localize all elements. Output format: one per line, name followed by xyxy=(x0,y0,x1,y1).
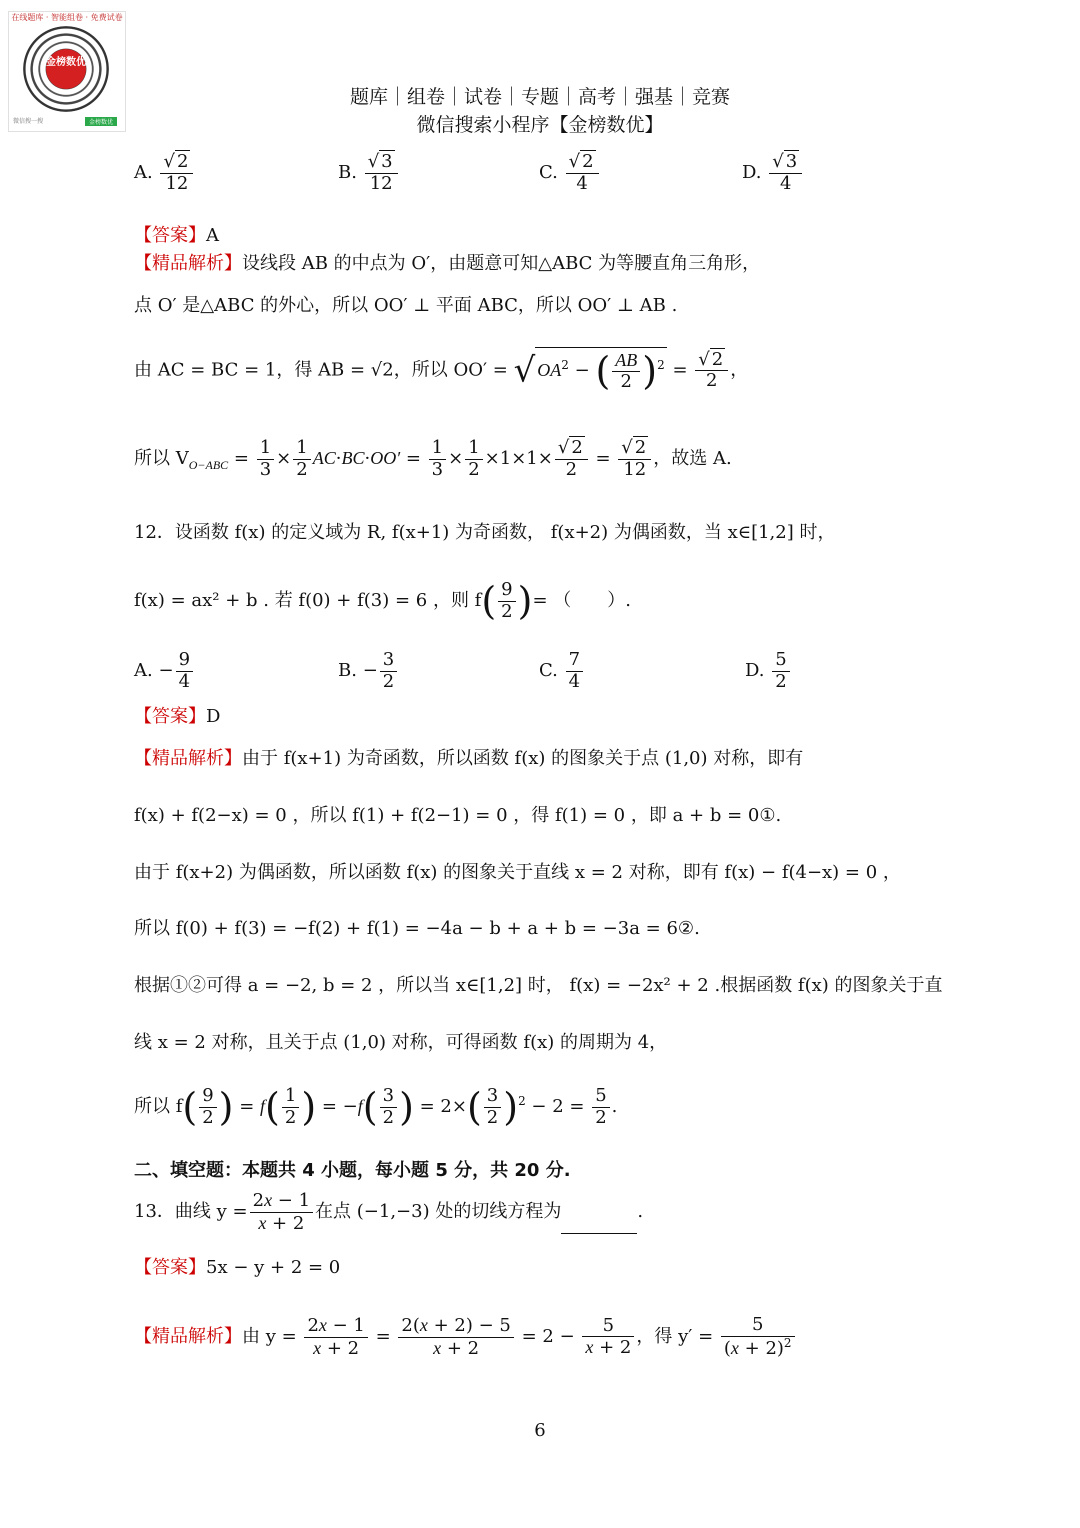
denominator: 2 xyxy=(775,670,787,692)
q12-stem-line2: f(x) = ax² + b . 若 f(0) + f(3) = 6 ，则 f( $\frac{9}{2}$ )= （ ）. xyxy=(134,579,631,624)
q11-option-c xyxy=(539,152,601,194)
fraction xyxy=(566,650,583,692)
logo-bottom-left: 微信搜一搜 xyxy=(13,118,44,125)
answer-value: 5x − y + 2 = 0 xyxy=(206,1257,341,1278)
q12-analysis-line6: 线 x = 2 对称，且关于点 (1,0) 对称，可得函数 f(x) 的周期为 4， xyxy=(134,1032,668,1053)
q12-analysis-line7: 所以 f( $\frac{9}{2}$ ) = f( $\frac{1}{2}$ ) = −f( $\frac{3}{2}$ ) = 2×( $\frac{3}{2}$ )$^2$ − 2 = $\frac{5}{2}$ . xyxy=(134,1085,618,1130)
numerator: 3 xyxy=(381,151,393,172)
analysis-text: 所以 f xyxy=(134,1096,183,1118)
logo-arc-text: 在线题库 · 智能组卷 · 免费试卷 xyxy=(11,13,123,22)
q13-analysis: 【精品解析】由 y = $\frac{2x - 1}{x + 2}$ = $\frac{2(x + 2) - 5}{x + 2}$ = 2 − $\frac{5}{x + 2}$ ，得 y′ = $\frac{5}{(x + 2)^2}$ xyxy=(134,1315,797,1359)
q11-answer xyxy=(134,225,219,247)
numerator: 2 xyxy=(176,151,189,172)
numerator: 7 xyxy=(566,650,583,672)
stem-text: = （ ）. xyxy=(532,590,631,612)
answer-blank xyxy=(561,1215,637,1234)
q12-option-b xyxy=(338,650,399,692)
denominator: 2 xyxy=(382,670,395,692)
q11-option-d xyxy=(742,152,804,194)
q12-analysis-line1 xyxy=(134,748,803,770)
logo-center: 金榜数优 xyxy=(46,49,86,89)
denominator: 4 xyxy=(568,670,581,692)
stem-text: f(x) = ax² + b . 若 f(0) + f(3) = 6 ，则 f xyxy=(134,590,482,612)
option-label: B. xyxy=(338,162,357,184)
q12-stem-line1: 12．设函数 f(x) 的定义域为 R, f(x+1) 为奇函数， f(x+2) 为偶函数，当 x∈[1,2] 时， xyxy=(134,522,836,543)
denominator: 12 xyxy=(369,172,393,194)
numerator: 3 xyxy=(785,151,798,172)
analysis-text: ，得 y′ = xyxy=(636,1326,714,1348)
option-sign: − xyxy=(362,660,378,682)
analysis-text: 设线段 AB 的中点为 O′，由题意可知△ABC 为等腰直角三角形， xyxy=(242,253,761,274)
logo-bottom-tag: 金榜数优 xyxy=(85,117,117,126)
denominator: 4 xyxy=(779,172,792,194)
option-label: D. xyxy=(745,660,765,682)
option-label: D. xyxy=(742,162,762,184)
q11-analysis-line1 xyxy=(134,253,760,275)
q12-analysis-line4: 所以 f(0) + f(3) = −f(2) + f(1) = −4a − b + a + b = −3a = 6②. xyxy=(134,918,700,939)
q11-analysis-line4: 所以 $V_{O-ABC}$ = $\frac{1}{3}$ × $\frac{1}{2}$ AC·BC·OO′ = $\frac{1}{3}$ × $\frac{1}{2}$ ×1×1× $\frac{√ 2}{2}$ = $\frac{√ 2}{12}$ ，故选 A. xyxy=(134,437,732,480)
stem-text: 13．曲线 y = xyxy=(134,1201,248,1223)
q11-analysis-line2: 点 O′ 是△ABC 的外心，所以 OO′ ⊥ 平面 ABC，所以 OO′ ⊥ AB . xyxy=(134,295,678,316)
q13-stem: 13．曲线 y = $\frac{2x - 1}{x + 2}$ 在点 (−1,−3) 处的切线方程为 . xyxy=(134,1190,644,1234)
analysis-text: 由 AC = BC = 1，得 AB = √2，所以 OO′ = xyxy=(134,359,508,381)
answer-value: D xyxy=(206,706,221,727)
denominator: 4 xyxy=(178,670,191,692)
option-sign: − xyxy=(158,660,174,682)
q11-analysis-line3: 由 AC = BC = 1，得 AB = √2，所以 OO′ = √ $OA^2$ − ( $\frac{AB}{2}$ )$^2$ = $\frac{√ 2}{2}$ ， xyxy=(134,348,749,394)
numerator: 5 xyxy=(772,650,789,672)
header-subtitle: 微信搜索小程序【金榜数优】 xyxy=(416,114,664,136)
fraction: $\frac{√ 2}{4}$ xyxy=(566,152,599,194)
analysis-text: 由 y = xyxy=(242,1326,297,1348)
q12-answer xyxy=(134,706,220,728)
option-label: A. xyxy=(134,660,153,682)
q12-analysis-line3: 由于 f(x+2) 为偶函数，所以函数 f(x) 的图象关于直线 x = 2 对称，即有 f(x) − f(4−x) = 0 ， xyxy=(134,862,901,883)
page-number: 6 xyxy=(534,1420,546,1441)
fraction: $\frac{√ 3}{12}$ xyxy=(365,152,398,194)
denominator: 4 xyxy=(576,172,588,194)
answer-value: A xyxy=(206,225,219,246)
q12-analysis-line2: f(x) + f(2−x) = 0 ，所以 f(1) + f(2−1) = 0 ，得 f(1) = 0 ，即 a + b = 0①. xyxy=(134,805,782,826)
option-label: C. xyxy=(539,162,558,184)
q12-option-a xyxy=(134,650,195,692)
q13-answer xyxy=(134,1257,340,1279)
denominator: 12 xyxy=(165,172,189,194)
q12-option-c xyxy=(539,650,585,692)
answer-tag: 【答案】 xyxy=(134,706,206,727)
fraction: $\frac{√ 3}{4}$ xyxy=(769,152,802,194)
fraction xyxy=(380,650,397,692)
answer-tag: 【答案】 xyxy=(134,225,206,246)
analysis-tag: 【精品解析】 xyxy=(134,748,242,769)
fraction xyxy=(176,650,193,692)
numerator: 2 xyxy=(582,151,594,172)
stem-text: 在点 (−1,−3) 处的切线方程为 xyxy=(315,1201,562,1223)
option-label: B. xyxy=(338,660,357,682)
q12-option-d xyxy=(745,650,792,692)
analysis-text: 所以 V xyxy=(134,448,189,470)
analysis-tag: 【精品解析】 xyxy=(134,253,242,274)
fraction: $\frac{√ 2}{12}$ xyxy=(160,152,193,194)
numerator: 3 xyxy=(380,650,397,672)
header-nav: 题库｜组卷｜试卷｜专题｜高考｜强基｜竞赛 xyxy=(349,86,730,108)
q12-analysis-line5: 根据①②可得 a = −2, b = 2 ，所以当 x∈[1,2] 时， f(x) = −2x² + 2 .根据函数 f(x) 的图象关于直 xyxy=(134,975,943,996)
fraction xyxy=(772,650,789,692)
section-heading: 二、填空题：本题共 4 小题，每小题 5 分，共 20 分. xyxy=(134,1160,571,1181)
analysis-text: 由于 f(x+1) 为奇函数，所以函数 f(x) 的图象关于点 (1,0) 对称，即有 xyxy=(242,748,804,769)
analysis-text: ，故选 A. xyxy=(653,448,732,470)
answer-tag: 【答案】 xyxy=(134,1257,206,1278)
q11-option-a xyxy=(134,152,195,194)
option-label: A. xyxy=(134,162,153,184)
analysis-tag: 【精品解析】 xyxy=(134,1326,242,1348)
q11-option-b xyxy=(338,152,400,194)
option-label: C. xyxy=(539,660,558,682)
numerator: 9 xyxy=(176,650,193,672)
